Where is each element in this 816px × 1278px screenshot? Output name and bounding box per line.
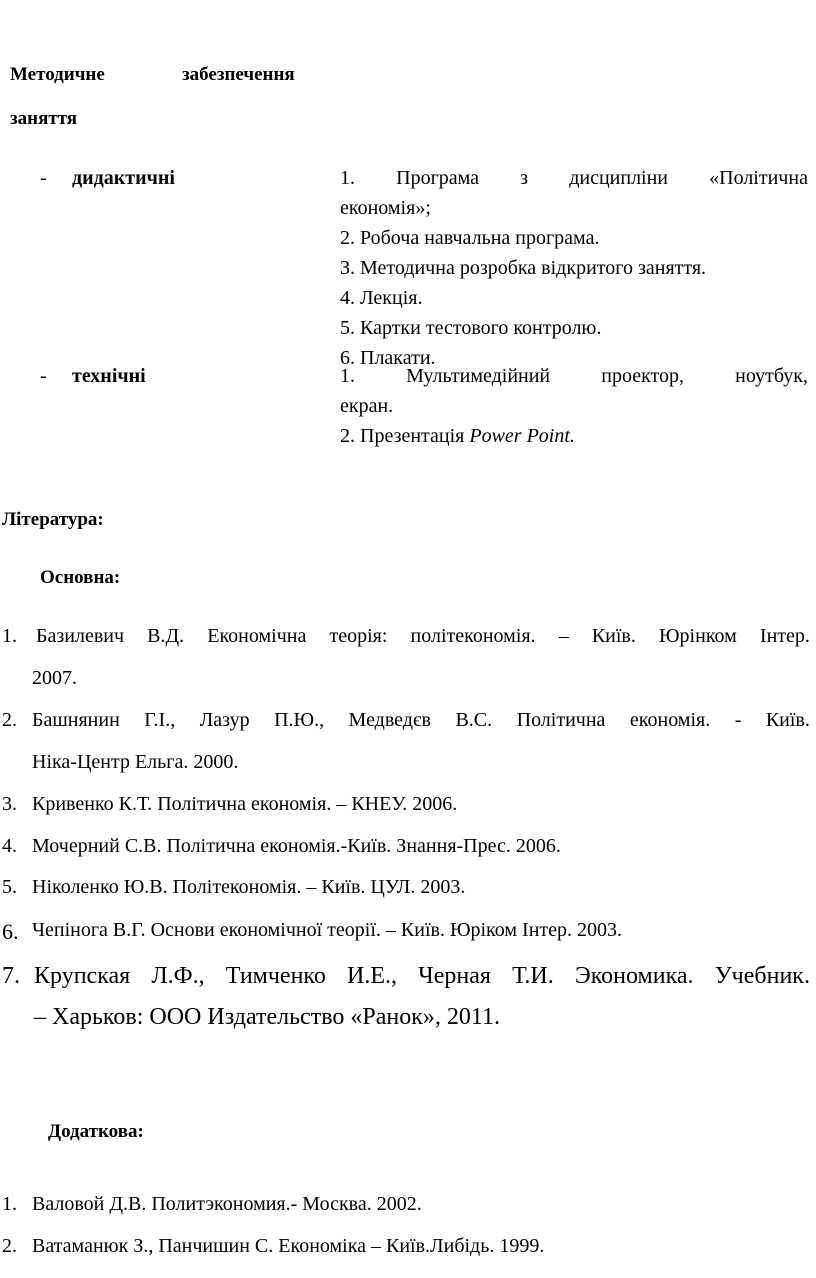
list-item-number: 7. bbox=[2, 963, 20, 989]
technical-item-2-italic: Power Point. bbox=[469, 425, 575, 447]
list-item-word: Черная bbox=[418, 963, 491, 989]
list-item-number: 5. bbox=[2, 876, 17, 898]
list-item-number: 4. bbox=[2, 835, 17, 857]
list-item bbox=[2, 1235, 544, 1258]
list-item-continuation: – Харьков: ООО Издательство «Ранок», 2011. bbox=[34, 1004, 500, 1030]
list-item-word: Юрінком bbox=[659, 625, 737, 647]
list-item-word: П.Ю., bbox=[274, 709, 325, 731]
technical-item-2-text: 2. Презентація bbox=[340, 425, 470, 447]
list-item-text: Ніколенко Ю.В. Політекономія. – Київ. ЦУЛ. 2003. bbox=[32, 876, 466, 898]
list-item-text: Чепінога В.Г. Основи економічної теорії. – Київ. Юріком Інтер. 2003. bbox=[32, 919, 623, 941]
didactic-label: дидактичні bbox=[72, 167, 175, 189]
technical-item-1-word: ноутбук, bbox=[735, 365, 808, 387]
list-item-word: Базилевич bbox=[36, 625, 125, 647]
list-item-word: політекономія. bbox=[410, 625, 536, 647]
list-item-word: Політична bbox=[516, 709, 606, 731]
didactic-item-3: 3. Методична розробка відкритого заняття. bbox=[340, 257, 707, 279]
didactic-item-6: 6. Плакати. bbox=[340, 347, 436, 369]
list-item-word: Київ. bbox=[591, 625, 636, 647]
list-item-text: Валовой Д.В. Политэкономия.- Москва. 2002. bbox=[32, 1193, 422, 1215]
list-item-word: Башнянин bbox=[32, 709, 120, 731]
technical-item-2 bbox=[340, 421, 808, 451]
list-item-word: Економічна bbox=[207, 625, 307, 647]
list-item-line bbox=[34, 963, 810, 990]
additional-literature-title: Додаткова: bbox=[48, 1121, 144, 1142]
didactic-dash: - bbox=[40, 167, 47, 189]
list-item-number: 2. bbox=[2, 709, 17, 731]
list-item-number: 1. bbox=[2, 625, 17, 647]
list-item bbox=[2, 919, 622, 942]
list-item-word: В.Д. bbox=[147, 625, 185, 647]
didactic-item-1-word: Програма bbox=[396, 167, 480, 189]
list-item-text: Мочерний С.В. Політична економія.-Київ. Знання-Прес. 2006. bbox=[32, 835, 561, 857]
list-item-text: Кривенко К.Т. Політична економія. – КНЕУ. 2006. bbox=[32, 793, 458, 815]
list-item bbox=[2, 963, 810, 990]
methodical-title-word-1: Методичне bbox=[10, 64, 105, 85]
list-item-number: 6. bbox=[2, 919, 19, 944]
list-item-text: Ватаманюк З., Панчишин С. Економіка – Київ.Либідь. 1999. bbox=[32, 1235, 545, 1257]
list-item-word: Інтер. bbox=[759, 625, 810, 647]
list-item bbox=[2, 709, 810, 732]
didactic-item-1-word: з bbox=[520, 167, 529, 189]
list-item-continuation: 2007. bbox=[32, 667, 77, 689]
didactic-item-5: 5. Картки тестового контролю. bbox=[340, 317, 602, 339]
list-item-word: Київ. bbox=[765, 709, 810, 731]
didactic-item-4: 4. Лекція. bbox=[340, 287, 423, 309]
main-literature-title: Основна: bbox=[40, 567, 121, 588]
list-item-number: 3. bbox=[2, 793, 17, 815]
list-item bbox=[2, 835, 561, 858]
list-item-word: Лазур bbox=[199, 709, 250, 731]
technical-dash: - bbox=[40, 365, 47, 387]
list-item-word: Крупская bbox=[34, 963, 131, 989]
list-item bbox=[2, 793, 457, 816]
list-item-line bbox=[32, 709, 810, 732]
list-item-word: Т.И. bbox=[512, 963, 554, 989]
didactic-list bbox=[340, 163, 808, 373]
technical-item-1-word: 1. bbox=[340, 365, 355, 387]
list-item-word: В.С. bbox=[455, 709, 493, 731]
didactic-item-1-word: дисципліни bbox=[569, 167, 669, 189]
technical-item-1-continuation: екран. bbox=[340, 395, 394, 417]
didactic-item-1 bbox=[340, 163, 808, 193]
technical-list bbox=[340, 361, 808, 451]
technical-label: технічні bbox=[72, 365, 146, 387]
technical-item-1-word: Мультимедійний bbox=[406, 365, 551, 387]
literature-title: Література: bbox=[2, 509, 104, 530]
list-item-word: теорія: bbox=[329, 625, 388, 647]
list-item bbox=[2, 1193, 422, 1216]
didactic-item-2: 2. Робоча навчальна програма. bbox=[340, 227, 600, 249]
list-item-number: 2. bbox=[2, 1235, 17, 1257]
list-item-word: економія. bbox=[629, 709, 711, 731]
list-item-word: Г.І., bbox=[144, 709, 176, 731]
technical-item-1-word: проектор, bbox=[601, 365, 685, 387]
list-item-number: 1. bbox=[2, 1193, 17, 1215]
didactic-item-1-word: 1. bbox=[340, 167, 355, 189]
list-item-word: Тимченко bbox=[225, 963, 326, 989]
methodical-title-word-2: забезпечення bbox=[182, 64, 295, 85]
list-item-word: - bbox=[734, 709, 742, 731]
list-item-continuation: Ніка-Центр Ельга. 2000. bbox=[32, 751, 239, 773]
didactic-item-1-continuation: економія»; bbox=[340, 197, 431, 219]
list-item bbox=[2, 876, 465, 899]
list-item-word: Л.Ф., bbox=[151, 963, 205, 989]
methodical-title-line-2: заняття bbox=[10, 108, 78, 129]
list-item-word: И.Е., bbox=[347, 963, 398, 989]
list-item-word: – bbox=[558, 625, 569, 647]
list-item-word: Учебник. bbox=[714, 963, 810, 989]
technical-item-1 bbox=[340, 361, 808, 391]
didactic-item-1-word: «Політична bbox=[709, 167, 808, 189]
list-item-word: Медведєв bbox=[348, 709, 431, 731]
list-item-word: Экономика. bbox=[574, 963, 694, 989]
list-item bbox=[2, 625, 810, 648]
list-item-line bbox=[36, 625, 810, 648]
